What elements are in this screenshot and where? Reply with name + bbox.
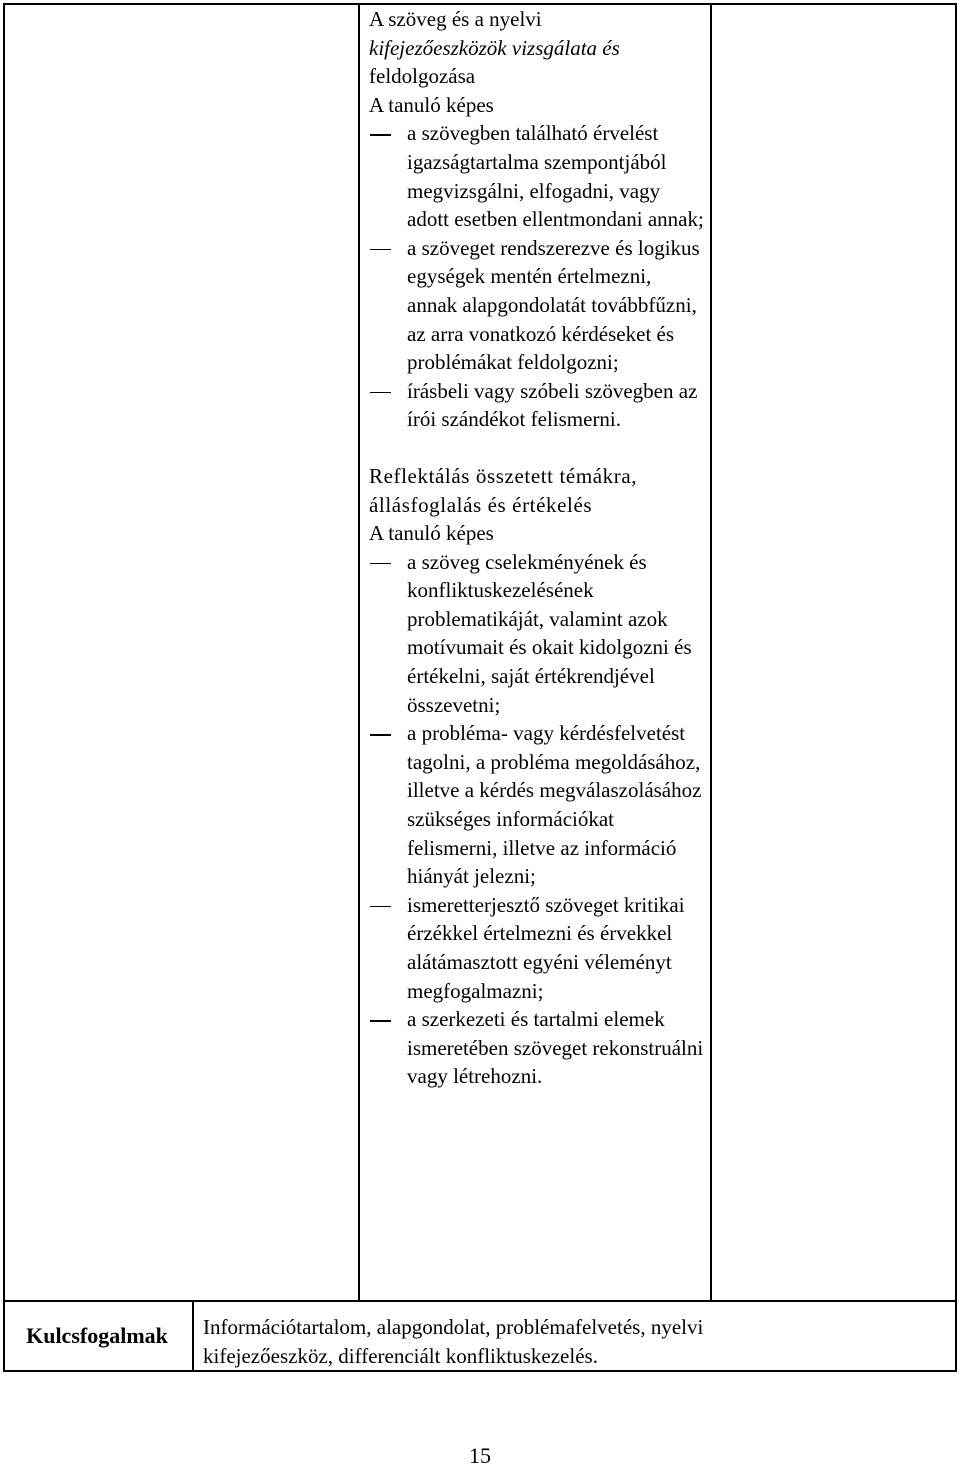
table-border-left (3, 3, 5, 1372)
table-border-right (955, 3, 957, 1372)
list-item: a probléma- vagy kérdésfelvetést tagolni, a probléma megoldásához, illetve a kérdés megválaszolásához szükséges információkat felismerni, illetve az információ hiányát jelezni; (369, 719, 704, 891)
list-item: a szövegben található érvelést igazságtartalma szempontjából megvizsgálni, elfogadni, vagy adott esetben ellentmondani annak; (369, 119, 704, 233)
section-analysis (369, 5, 704, 434)
outcome-list (369, 119, 704, 434)
list-item: a szöveget rendszerezve és logikus egységek mentén értelmezni, annak alapgondolatát továbbfűzni, az arra vonatkozó kérdéseket és problémákat feldolgozni; (369, 234, 704, 377)
key-concepts-text: Információtartalom, alapgondolat, problémafelvetés, nyelvi kifejezőeszköz, differenciált konfliktuskezelés. (203, 1315, 704, 1368)
table-border-bottom (3, 1370, 957, 1372)
outcome-list (369, 548, 704, 1091)
table-divider-right (710, 3, 712, 1301)
section-reflection (369, 462, 704, 1091)
section-heading: A szöveg és a nyelvi kifejezőeszközök vizsgálata és feldolgozása (369, 7, 620, 89)
section-heading: Reflektálás összetett témákra, állásfoglalás és értékelés (369, 463, 638, 517)
list-item: írásbeli vagy szóbeli szövegben az írói szándékot felismerni. (369, 377, 704, 434)
table-divider-left (358, 3, 360, 1301)
kulcs-cell-divider (192, 1300, 194, 1372)
list-item: a szerkezeti és tartalmi elemek ismeretében szöveget rekonstruálni vagy létrehozni. (369, 1005, 704, 1091)
learning-outcomes-cell (369, 5, 704, 1091)
section-intro: A tanuló képes (369, 521, 494, 546)
section-intro: A tanuló képes (369, 92, 494, 117)
key-concepts-label: Kulcsfogalmak (26, 1323, 168, 1348)
list-item: a szöveg cselekményének és konfliktuskezelésének problematikáját, valamint azok motívumait és okait kidolgozni és értékelni, saját értékrendjével összevetni; (369, 548, 704, 720)
page-number: 15 (469, 1443, 491, 1468)
list-item: ismeretterjesztő szöveget kritikai érzékkel értelmezni és érvekkel alátámasztott egyéni véleményt megfogalmazni; (369, 891, 704, 1005)
row-divider (3, 1300, 957, 1302)
